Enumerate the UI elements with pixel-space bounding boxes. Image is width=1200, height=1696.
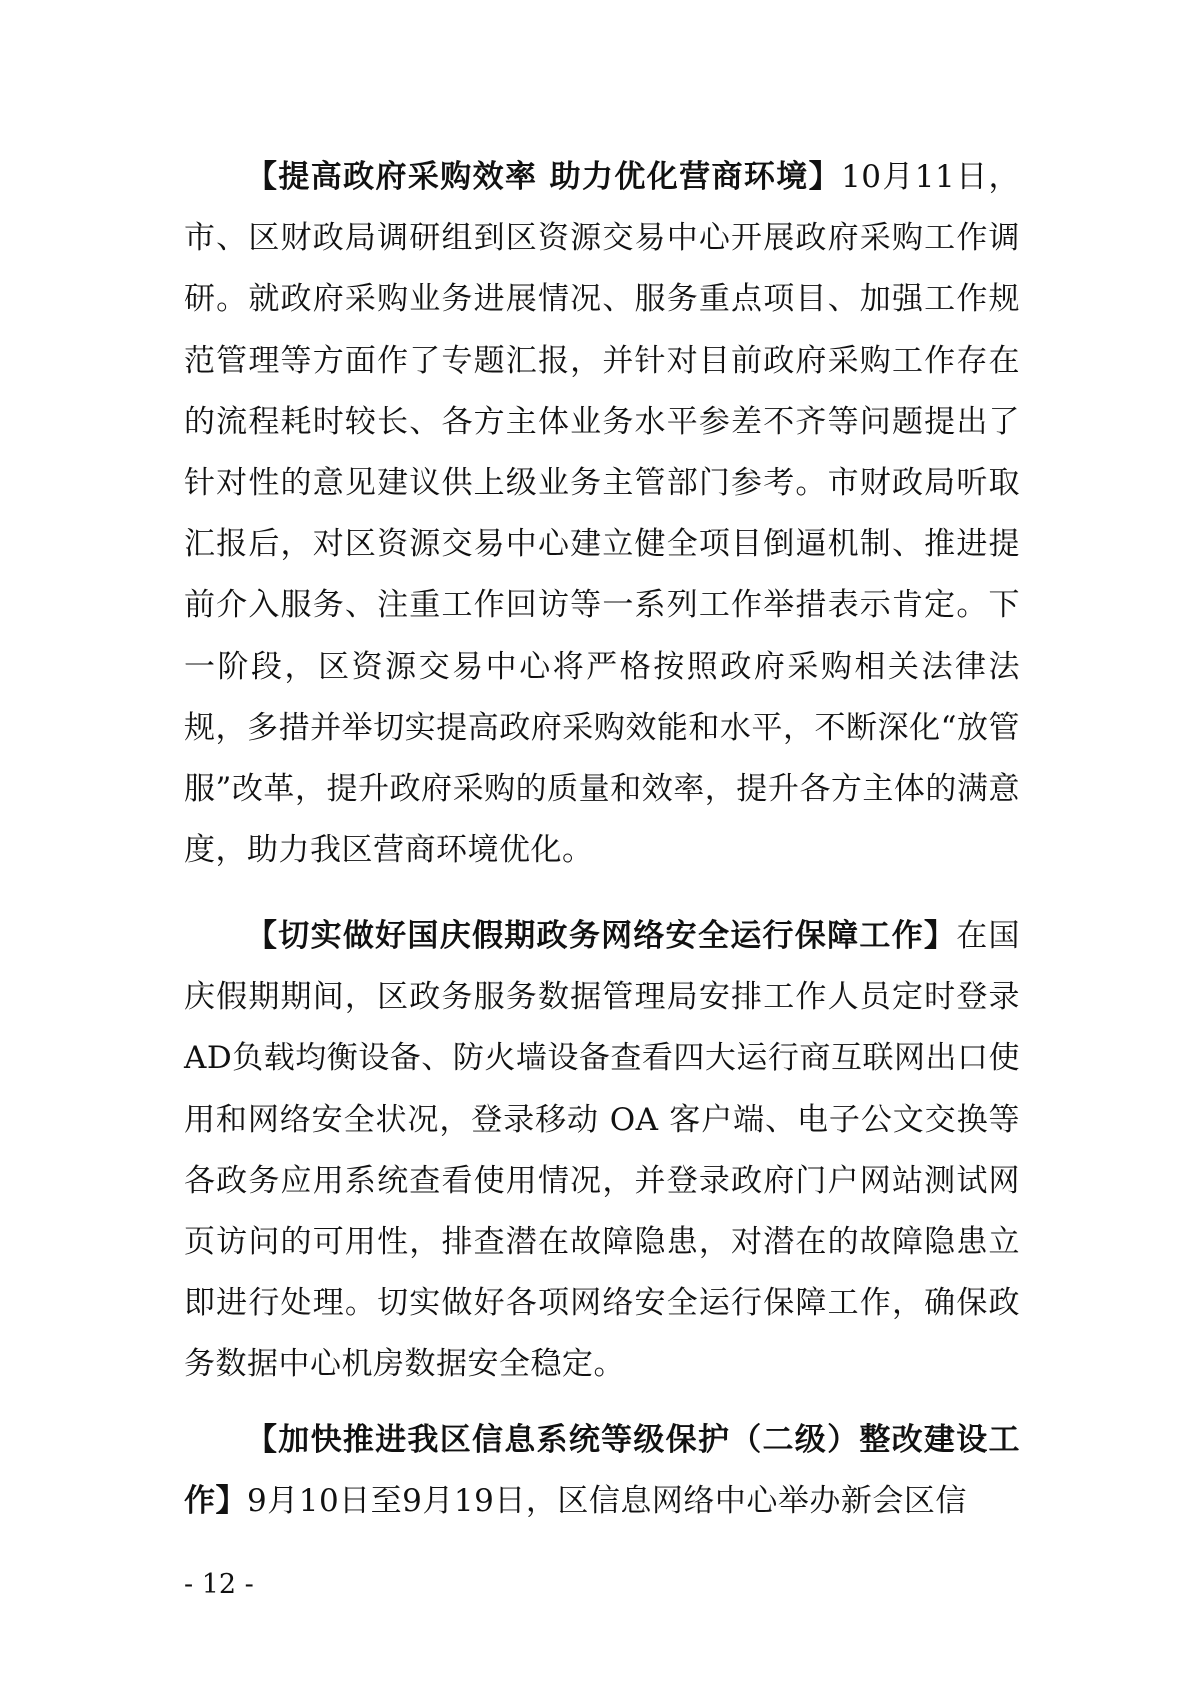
news-paragraph [184, 1410, 1020, 1532]
page-number: - 12 - [184, 1569, 254, 1600]
news-paragraph [184, 147, 1020, 881]
paragraph-body: 10月11日，市、区财政局调研组到区资源交易中心开展政府采购工作调研。就政府采购业务进展情况、服务重点项目、加强工作规范管理等方面作了专题汇报，并针对目前政府采购工作存在的流程耗时较长、各方主体业务水平参差不齐等问题提出了针对性的意见建议供上级业务主管部门参考。市财政局听取汇报后，对区资源交易中心建立健全项目倒逼机制、推进提前介入服务、注重工作回访等一系列工作举措表示肯定。下一阶段，区资源交易中心将严格按照政府采购相关法律法规，多措并举切实提高政府采购效能和水平，不断深化“放管服”改革，提升政府采购的质量和效率，提升各方主体的满意度，助力我区营商环境优化。 [184, 159, 1020, 869]
paragraph-heading: 【切实做好国庆假期政务网络安全运行保障工作】 [246, 918, 957, 954]
paragraph-body: 在国庆假期期间，区政务服务数据管理局安排工作人员定时登录AD负载均衡设备、防火墙设备查看四大运行商互联网出口使用和网络安全状况，登录移动 OA 客户端、电子公文交换等各政务应用系统查看使用情况，并登录政府门户网站测试网页访问的可用性，排查潜在故障隐患，对潜在的故障隐患立即进行处理。切实做好各项网络安全运行保障工作，确保政务数据中心机房数据安全稳定。 [184, 918, 1021, 1383]
paragraph-heading: 【加快推进我区信息系统等级保护（二级）整改建设工作】 [184, 1422, 1020, 1520]
news-paragraph [184, 906, 1020, 1396]
paragraph-heading: 【提高政府采购效率 助力优化营商环境】 [246, 159, 842, 195]
paragraph-body: 9月10日至9月19日，区信息网络中心举办新会区信 [247, 1483, 967, 1520]
